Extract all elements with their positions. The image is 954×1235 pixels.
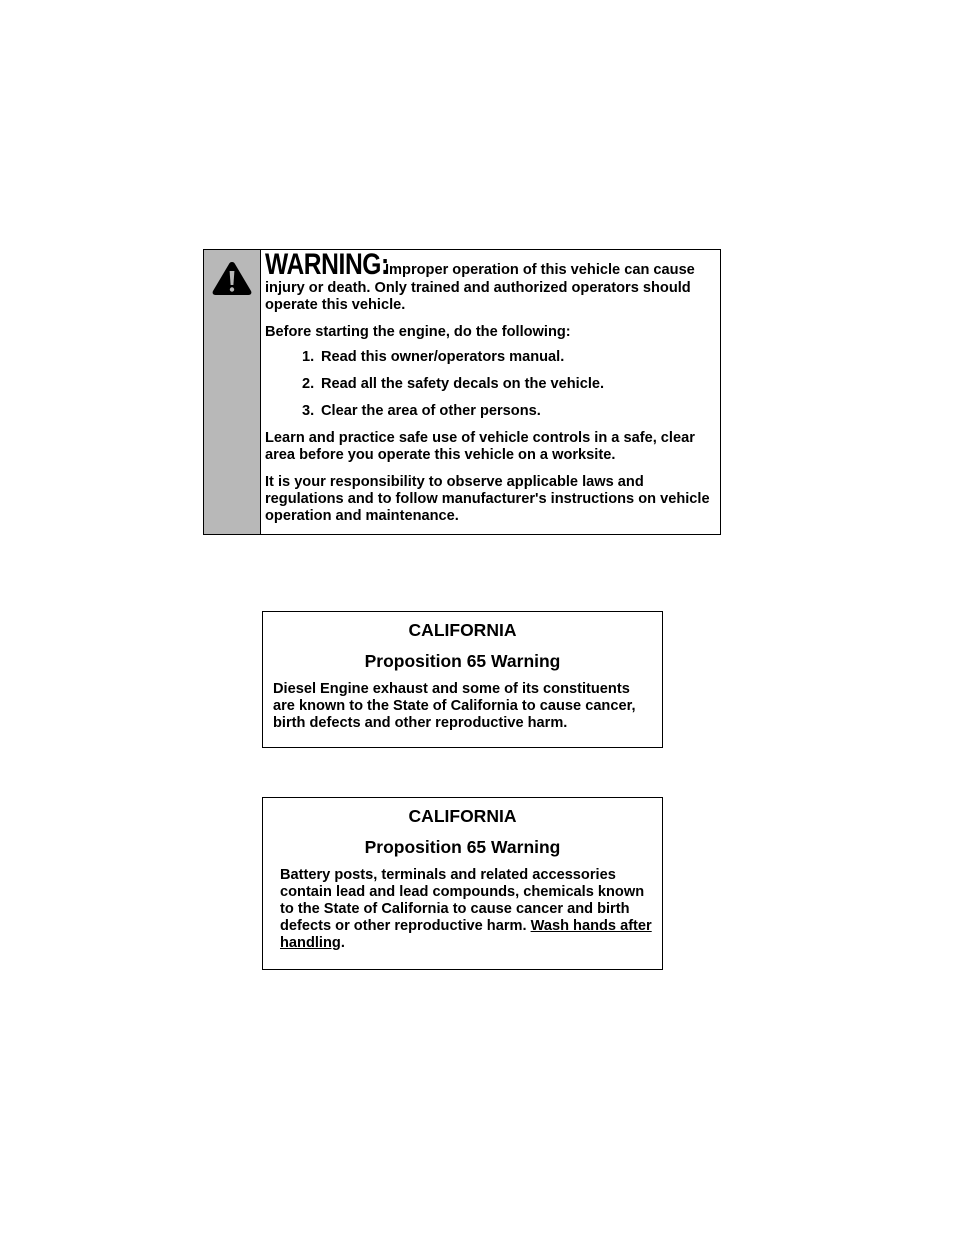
step-number: 3.: [302, 403, 315, 419]
warning-body: [261, 250, 720, 534]
warning-box: [203, 249, 721, 535]
prop65-title: Proposition 65 Warning: [364, 651, 561, 671]
step-number: 2.: [302, 376, 315, 392]
warning-sidebar: [204, 250, 261, 534]
prop65-battery-paragraph: [263, 867, 662, 952]
step-text: Read this owner/operators manual.: [321, 349, 565, 365]
step-text: Clear the area of other persons.: [321, 403, 541, 419]
prop65-battery-box: [262, 797, 663, 970]
wash-hands-text: Wash hands after handling: [280, 918, 652, 951]
california-heading: CALIFORNIA: [408, 806, 517, 826]
prop65-diesel-box: [262, 611, 663, 748]
wash-hands-period: .: [340, 935, 345, 951]
step-number: 1.: [302, 349, 315, 365]
warning-intro-text: Improper operation of this vehicle can cause injury or death. Only trained and authorized operators should operate this vehicle.: [265, 262, 695, 313]
step-item: [302, 376, 714, 393]
prop65-title: Proposition 65 Warning: [364, 837, 561, 857]
steps-list: [265, 349, 714, 420]
step-item: [302, 403, 714, 420]
responsibility-text: It is your responsibility to observe applicable laws and regulations and to follow manufacturer's instructions on vehicle operation and maintenance.: [265, 474, 710, 524]
step-item: [302, 349, 714, 366]
practice-text: Learn and practice safe use of vehicle controls in a safe, clear area before you operate this vehicle on a worksite.: [265, 430, 695, 463]
before-starting-text: Before starting the engine, do the following:: [265, 324, 571, 340]
prop65-diesel-text: Diesel Engine exhaust and some of its constituents are known to the State of California to cause cancer, birth defects and other reproductive harm.: [273, 681, 636, 731]
warning-heading: WARNING:: [265, 248, 389, 281]
prop65-battery-text: Battery posts, terminals and related accessories contain lead and lead compounds, chemicals known to the State of California to cause cancer and birth defects or other reproductive harm.: [280, 867, 645, 934]
warning-triangle-icon: [211, 260, 253, 296]
step-text: Read all the safety decals on the vehicle.: [321, 376, 605, 392]
california-heading: CALIFORNIA: [408, 620, 517, 640]
warning-intro-paragraph: [265, 250, 714, 314]
